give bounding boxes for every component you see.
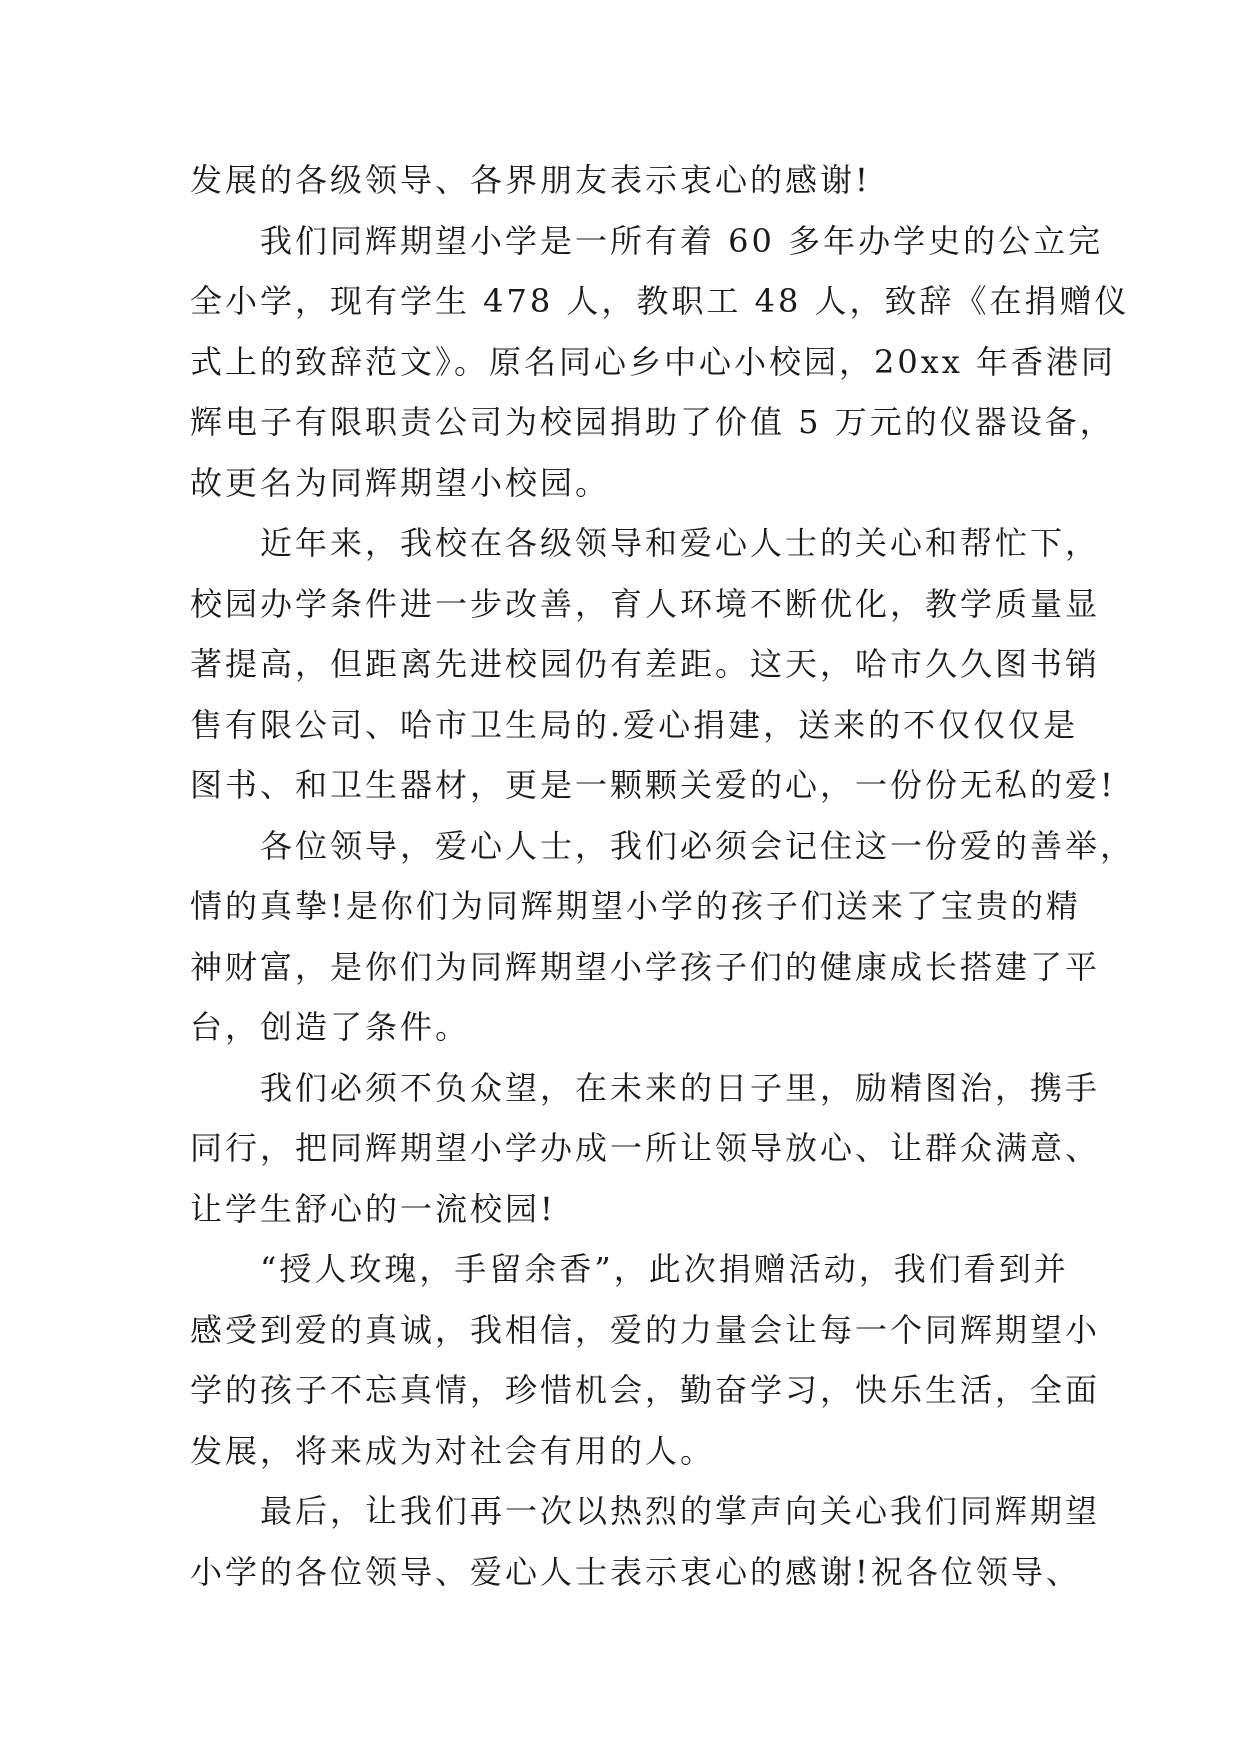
text-line: 让学生舒心的一流校园! — [190, 1189, 556, 1228]
text-line: “授人玫瑰，手留余香”，此次捐赠活动，我们看到并 — [190, 1250, 1069, 1288]
document-body — [190, 150, 1136, 1602]
text-line: 近年来，我校在各级领导和爱心人士的关心和帮忙下， — [190, 524, 1101, 562]
text-line: 售有限公司、哈市卫生局的.爱心捐建，送来的不仅仅仅是 — [190, 705, 1079, 744]
text-line: 图书、和卫生器材，更是一颗颗关爱的心，一份份无私的爱! — [190, 766, 1116, 804]
text-line: 各位领导，爱心人士，我们必须会记住这一份爱的善举， — [190, 826, 1136, 865]
text-line: 式上的致辞范文》。原名同心乡中心小校园，20xx 年香港同 — [190, 342, 1116, 381]
text-line: 情的真挚!是你们为同辉期望小学的孩子们送来了宝贵的精 — [190, 887, 1081, 925]
text-line: 全小学，现有学生 478 人，教职工 48 人，致辞《在捐赠仪 — [190, 282, 1130, 320]
text-line: 最后，让我们再一次以热烈的掌声向关心我们同辉期望 — [190, 1492, 1101, 1530]
text-line: 我们同辉期望小学是一所有着 60 多年办学史的公立完 — [190, 221, 1104, 260]
text-line: 辉电子有限职责公司为校园捐助了价值 5 万元的仪器设备， — [190, 403, 1115, 441]
text-line: 台，创造了条件。 — [190, 1008, 471, 1046]
text-line: 发展的各级领导、各界朋友表示衷心的感谢! — [190, 161, 871, 199]
text-line: 同行，把同辉期望小学办成一所让领导放心、让群众满意、 — [190, 1129, 1101, 1167]
text-line: 学的孩子不忘真情，珍惜机会，勤奋学习，快乐生活，全面 — [190, 1371, 1101, 1409]
text-line: 感受到爱的真诚，我相信，爱的力量会让每一个同辉期望小 — [190, 1310, 1101, 1349]
text-line: 神财富，是你们为同辉期望小学孩子们的健康成长搭建了平 — [190, 947, 1101, 986]
text-line: 校园办学条件进一步改善，育人环境不断优化，教学质量显 — [190, 584, 1101, 623]
text-line: 故更名为同辉期望小校园。 — [190, 463, 611, 502]
text-line: 小学的各位领导、爱心人士表示衷心的感谢!祝各位领导、 — [190, 1552, 1081, 1591]
text-line: 著提高，但距离先进校园仍有差距。这天，哈市久久图书销 — [190, 645, 1101, 683]
text-line: 我们必须不负众望，在未来的日子里，励精图治，携手 — [190, 1068, 1101, 1107]
text-line: 发展，将来成为对社会有用的人。 — [190, 1431, 716, 1470]
